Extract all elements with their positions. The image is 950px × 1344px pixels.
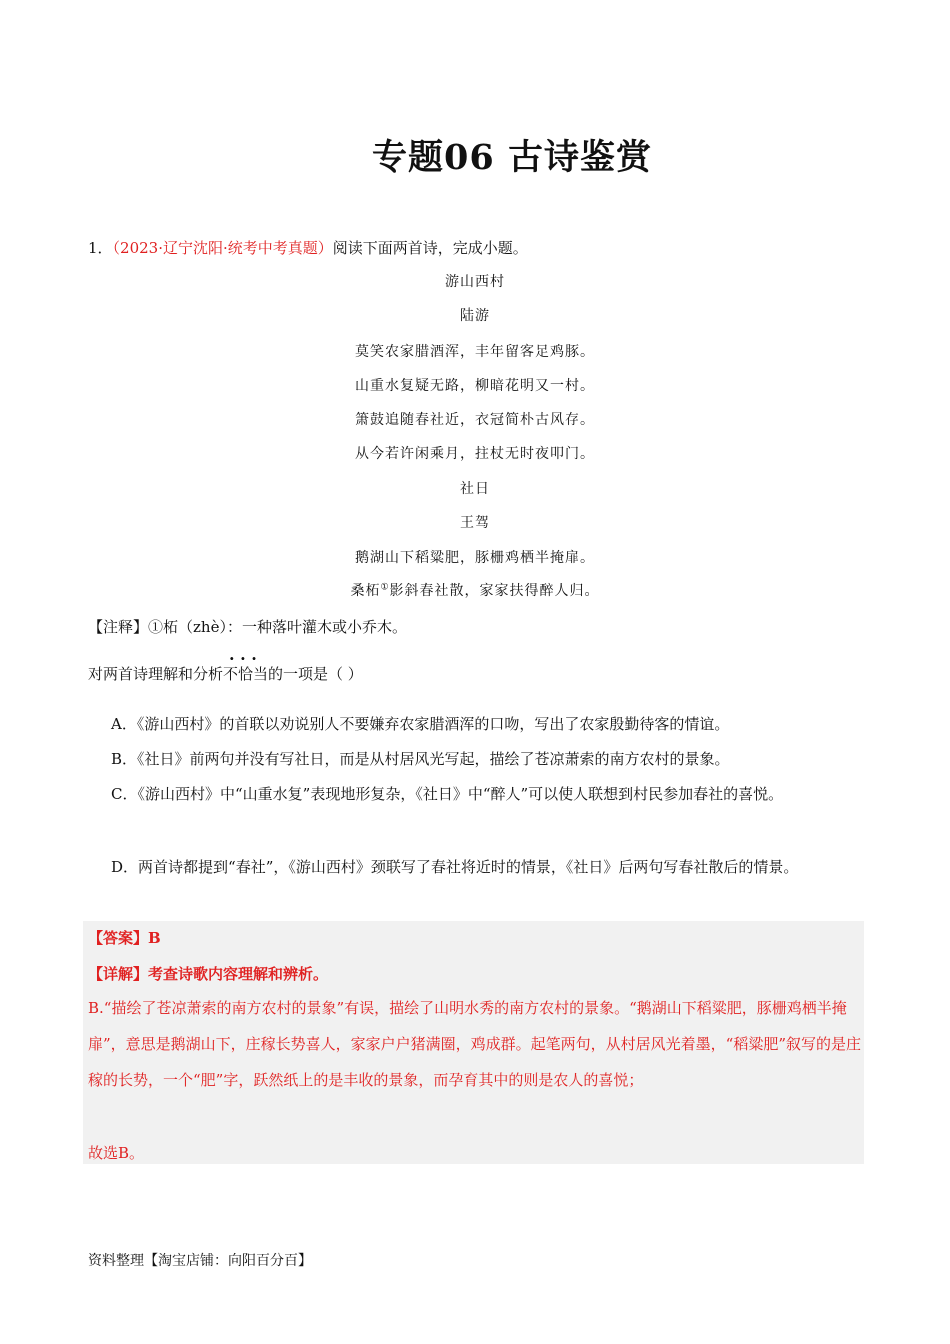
stem-before: 对两首诗理解和分析 bbox=[88, 665, 224, 683]
question-number: 1． bbox=[88, 239, 113, 257]
poem-1-line-3: 箫鼓追随春社近，衣冠简朴古风存。 bbox=[355, 412, 595, 428]
poem-2-line-2-start: 桑柘 bbox=[350, 583, 381, 599]
option-c[interactable]: C．《游山西村》中“山重水复”表现地形复杂，《社日》中“醉人”可以使人联想到村民参加春社的喜悦。 bbox=[111, 785, 784, 803]
poem-1-line-2: 山重水复疑无路，柳暗花明又一村。 bbox=[355, 378, 595, 394]
poem-1-line-1: 莫笑农家腊酒浑，丰年留客足鸡豚。 bbox=[355, 344, 595, 360]
poem-2-line-2 bbox=[0, 580, 950, 600]
option-d[interactable]: D．两首诗都提到“春社”，《游山西村》颈联写了春社将近时的情景，《社日》后两句写春社散后的情景。 bbox=[111, 858, 799, 876]
question-stem bbox=[88, 663, 363, 684]
poem-1-author: 陆游 bbox=[460, 308, 490, 324]
footer-source: 资料整理【淘宝店铺：向阳百分百】 bbox=[88, 1253, 312, 1269]
poem-2-line-1: 鹅湖山下稻粱肥，豚栅鸡栖半掩扉。 bbox=[355, 550, 595, 566]
answer-conclusion: 故选B。 bbox=[88, 1144, 145, 1162]
answer-explanation: B.“描绘了苍凉萧索的南方农村的景象”有误，描绘了山明水秀的南方农村的景象。“鹅湖山下稻粱肥，豚栅鸡栖半掩扉”，意思是鹅湖山下，庄稼长势喜人，家家户户猪满圈，鸡成群。起笔两句，从村居风光着墨，“稻粱肥”叙写的是庄稼的长势，一个“肥”字，跃然纸上的是丰收的景象，而孕育其中的则是农人的喜悦； bbox=[88, 999, 862, 1089]
annotation-note: 【注释】①柘（zhè）：一种落叶灌木或小乔木。 bbox=[88, 618, 407, 636]
page-title: 专题06 古诗鉴赏 bbox=[372, 137, 652, 178]
footnote-marker: ① bbox=[380, 582, 390, 593]
question-source: （2023·辽宁沈阳·统考中考真题） bbox=[112, 239, 333, 257]
option-b[interactable]: B．《社日》前两句并没有写社日，而是从村居风光写起，描绘了苍凉萧索的南方农村的景象。 bbox=[111, 750, 730, 768]
poem-1-title: 游山西村 bbox=[445, 274, 505, 290]
poem-2-line-2-rest: 影斜春社散，家家扶得醉人归。 bbox=[389, 583, 600, 599]
question-header bbox=[88, 237, 528, 258]
answer-label: 【答案】B bbox=[88, 929, 161, 947]
poem-2-author: 王驾 bbox=[460, 515, 490, 531]
question-instruction: 阅读下面两首诗，完成小题。 bbox=[332, 239, 528, 257]
option-a[interactable]: A．《游山西村》的首联以劝说别人不要嫌弃农家腊酒浑的口吻，写出了农家殷勤待客的情谊。 bbox=[111, 715, 730, 733]
poem-1-line-4: 从今若许闲乘月，拄杖无时夜叩门。 bbox=[355, 446, 595, 462]
answer-detail-label: 【详解】考查诗歌内容理解和辨析。 bbox=[88, 965, 329, 983]
stem-emphasis: 不恰当 · · · bbox=[223, 665, 268, 683]
stem-after: 的一项是（ ） bbox=[268, 665, 363, 683]
poem-2-title: 社日 bbox=[460, 481, 490, 497]
